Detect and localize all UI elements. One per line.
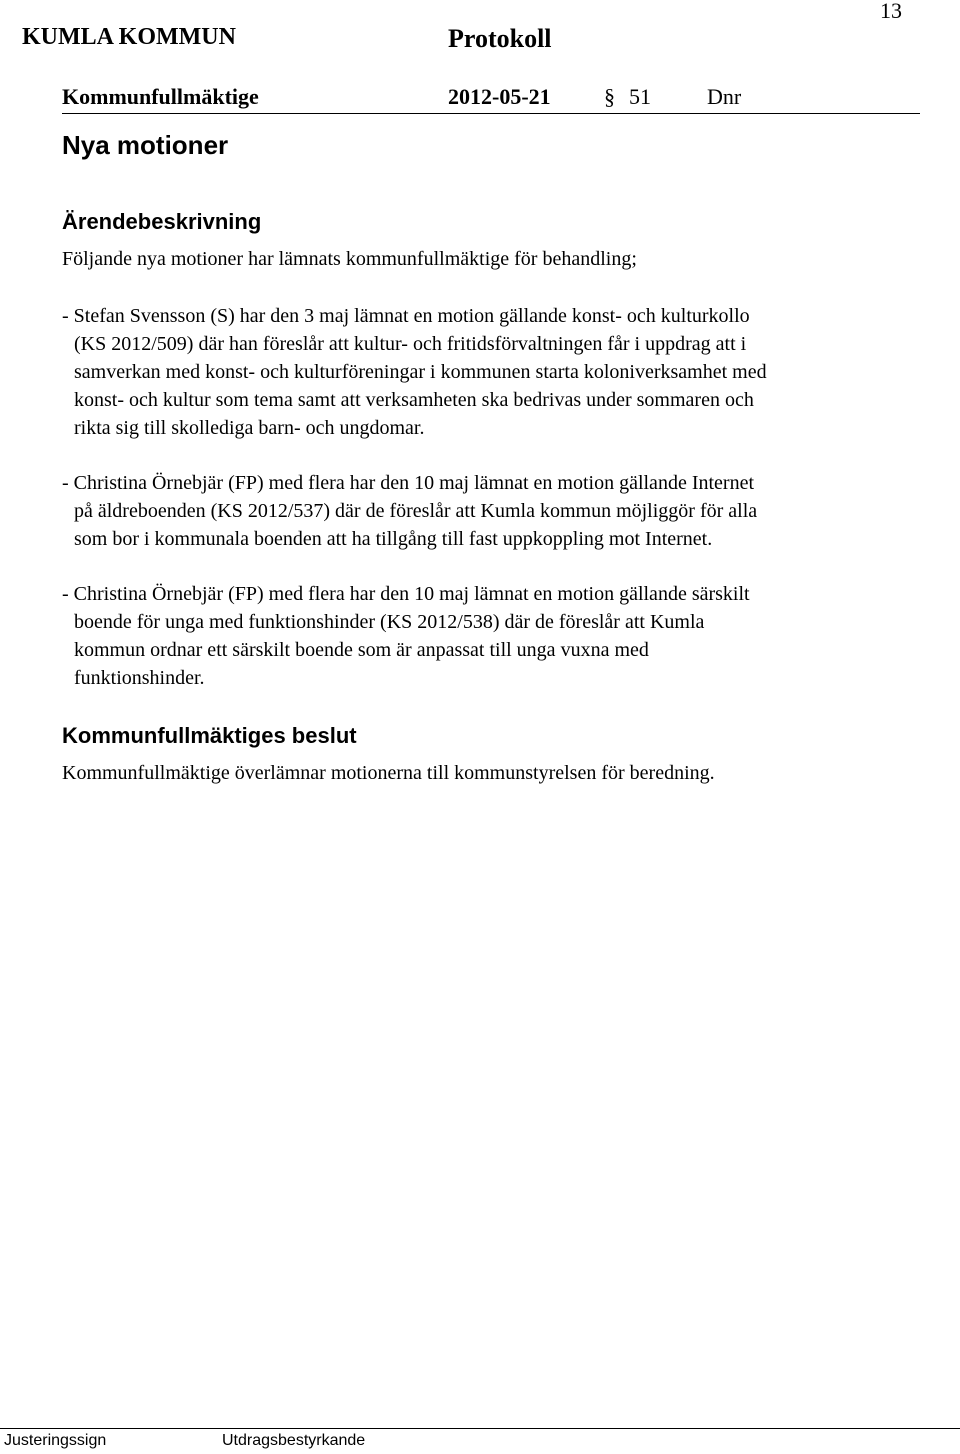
- paragraph-value: 51: [629, 84, 651, 109]
- motion-line: - Christina Örnebjär (FP) med flera har den 10 maj lämnat en motion gällande Internet: [62, 472, 755, 494]
- motion-line: funktionshinder.: [74, 667, 205, 689]
- intro-paragraph: [62, 245, 922, 273]
- motion-item: [62, 302, 922, 442]
- meeting-date: 2012-05-21: [448, 84, 551, 109]
- motion-item: [62, 580, 922, 692]
- motion-line: som bor i kommunala boenden att ha tillgång till fast uppkoppling mot Internet.: [74, 528, 713, 550]
- motion-line: - Stefan Svensson (S) har den 3 maj lämnat en motion gällande konst- och kulturkollo: [62, 305, 750, 327]
- footer-divider: [0, 1428, 960, 1429]
- footer-signature-label: Justeringssign: [4, 1432, 107, 1449]
- motion-line: konst- och kultur som tema samt att verksamheten ska bedrivas under sommaren och: [74, 389, 754, 411]
- motion-line: - Christina Örnebjär (FP) med flera har den 10 maj lämnat en motion gällande särskilt: [62, 583, 750, 605]
- motion-line: samverkan med konst- och kulturföreningar i kommunen starta koloniverksamhet med: [74, 361, 767, 383]
- paragraph-sign: §: [604, 84, 615, 109]
- header-divider: [62, 113, 920, 114]
- footer-certification-label: Utdragsbestyrkande: [222, 1432, 366, 1449]
- paragraph-number: [604, 84, 651, 110]
- municipality-name: KUMLA KOMMUN: [22, 24, 236, 50]
- description-heading: Ärendebeskrivning: [62, 209, 262, 234]
- decision-text: Kommunfullmäktige överlämnar motionerna till kommunstyrelsen för beredning.: [62, 762, 715, 784]
- motion-line: rikta sig till skollediga barn- och ungdomar.: [74, 417, 425, 439]
- intro-text: Följande nya motioner har lämnats kommunfullmäktige för behandling;: [62, 248, 637, 270]
- page-number: 13: [880, 0, 902, 23]
- document-type: Protokoll: [448, 24, 552, 53]
- decision-paragraph: [62, 759, 922, 787]
- motion-line: på äldreboenden (KS 2012/537) där de föreslår att Kumla kommun möjliggör för alla: [74, 500, 758, 522]
- motion-line: (KS 2012/509) där han föreslår att kultur- och fritidsförvaltningen får i uppdrag att i: [74, 333, 747, 355]
- motion-item: [62, 469, 922, 553]
- motion-line: boende för unga med funktionshinder (KS 2012/538) där de föreslår att Kumla: [74, 611, 705, 633]
- page-title: Nya motioner: [62, 130, 229, 160]
- dnr-label: Dnr: [707, 84, 742, 109]
- assembly-name: Kommunfullmäktige: [62, 84, 259, 109]
- motion-line: kommun ordnar ett särskilt boende som är anpassat till unga vuxna med: [74, 639, 649, 661]
- decision-heading: Kommunfullmäktiges beslut: [62, 723, 357, 748]
